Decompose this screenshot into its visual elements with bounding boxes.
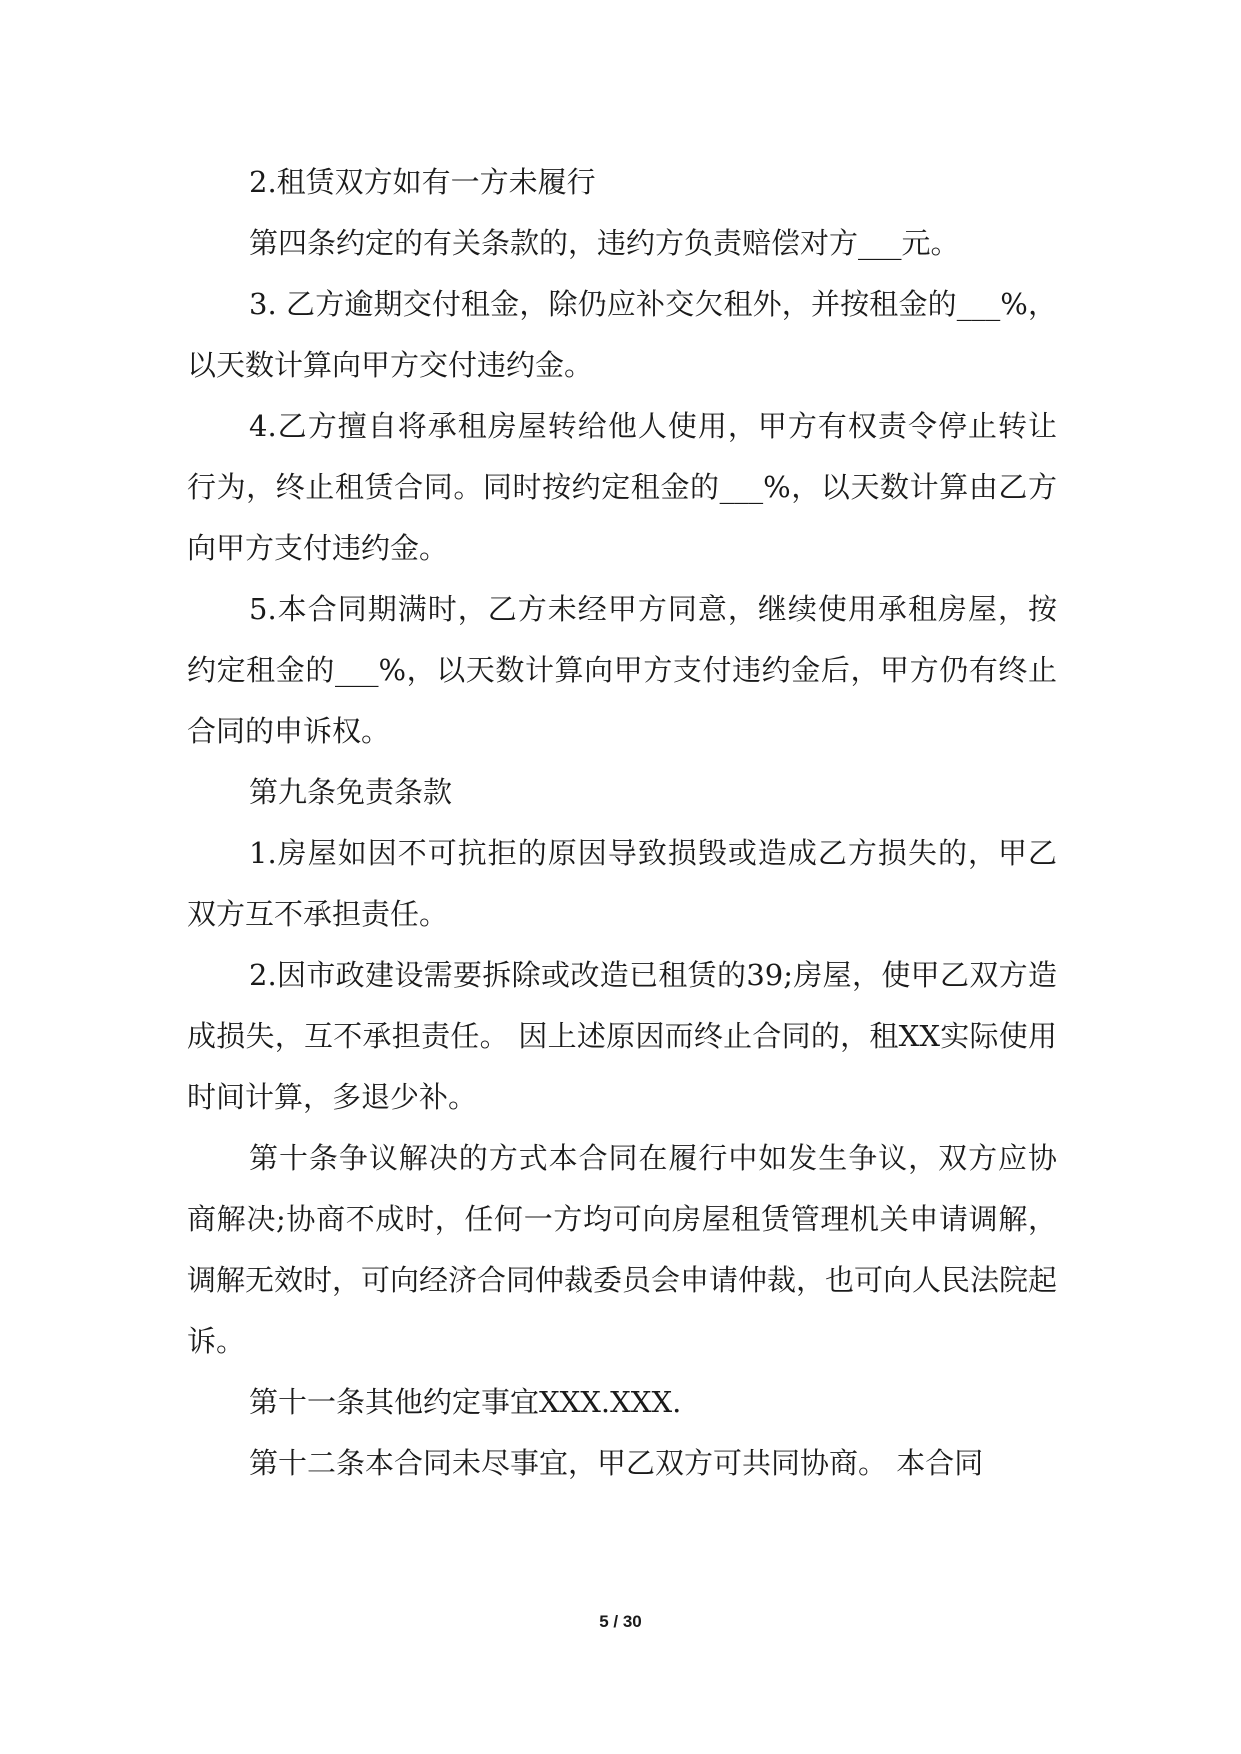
document-body [187,152,1057,1494]
section-heading-article-9: 第九条免责条款 [249,775,453,809]
paragraph-4: 4.乙方擅自将承租房屋转给他人使用，甲方有权责令停止转让行为，终止租赁合同。同时按约定租金的___%，以天数计算由乙方向甲方支付违约金。 [187,409,1057,565]
paragraph-1: 2.租赁双方如有一方未履行 [249,165,596,199]
paragraph-8: 2.因市政建设需要拆除或改造已租赁的39;房屋，使甲乙双方造成损失，互不承担责任。 因上述原因而终止合同的，租XX实际使用时间计算，多退少补。 [187,958,1057,1114]
paragraph-5: 5.本合同期满时，乙方未经甲方同意，继续使用承租房屋，按约定租金的___%，以天数计算向甲方支付违约金后，甲方仍有终止合同的申诉权。 [187,592,1057,748]
paragraph-7: 1.房屋如因不可抗拒的原因导致损毁或造成乙方损失的，甲乙双方互不承担责任。 [187,836,1057,931]
paragraph-3: 3. 乙方逾期交付租金，除仍应补交欠租外，并按租金的___%，以天数计算向甲方交付违约金。 [187,287,1057,382]
paragraph-9: 第十条争议解决的方式本合同在履行中如发生争议，双方应协商解决;协商不成时，任何一方均可向房屋租赁管理机关申请调解，调解无效时，可向经济合同仲裁委员会申请仲裁，也可向人民法院起诉。 [187,1141,1058,1358]
paragraph-2: 第四条约定的有关条款的，违约方负责赔偿对方___元。 [249,226,960,260]
page-number: 5 / 30 [599,1612,642,1631]
paragraph-10: 第十一条其他约定事宜XXX.XXX. [249,1385,682,1419]
paragraph-11: 第十二条本合同未尽事宜，甲乙双方可共同协商。 本合同 [249,1446,984,1480]
